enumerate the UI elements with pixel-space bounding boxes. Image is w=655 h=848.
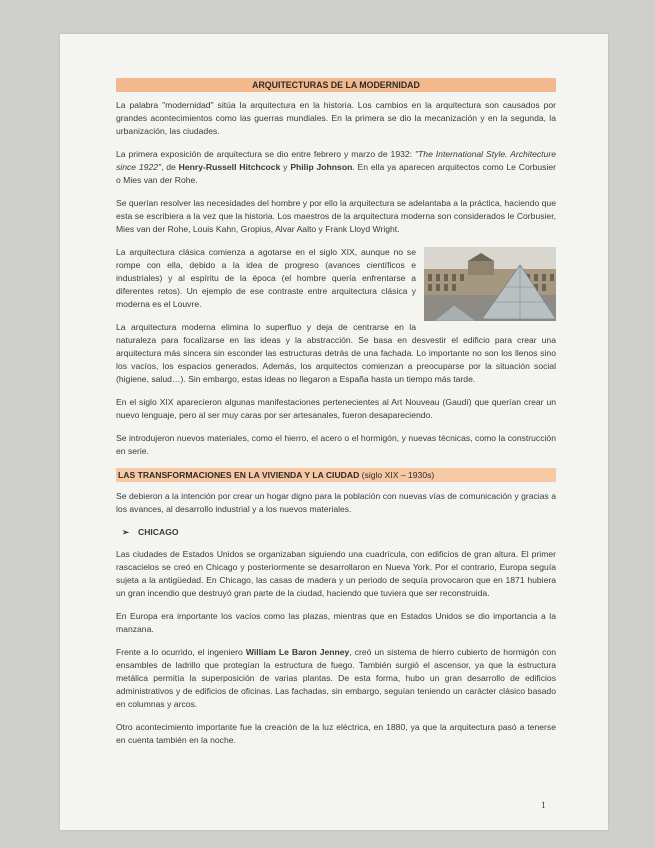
paragraph-10: En Europa era importante los vacíos como las plazas, mientras que en Estados Unidos se dio importancia a la manzana. — [116, 611, 556, 634]
paragraph-1: La palabra "modernidad" sitúa la arquitectura en la historia. Los cambios en la arquitectura son causados por grandes acontecimientos como las guerras mundiales. En la primera se dio la mecanización y en la segunda, la urbanización, las ciudades. — [116, 100, 556, 136]
louvre-photo — [424, 247, 556, 321]
section-heading — [116, 468, 556, 482]
paragraph-11 — [116, 646, 556, 711]
arrow-bullet-icon: ➢ — [122, 527, 130, 537]
paragraph-2-text-c: y — [280, 162, 291, 172]
engineer-name: William Le Baron Jenney — [245, 647, 350, 657]
paragraph-2-text-d: . En ella ya aparecen arquitectos como Le Corbusier o Mies van der Rohe. — [116, 162, 556, 185]
page-number: 1 — [541, 800, 546, 810]
paragraph-2-text-b: , de — [161, 162, 179, 172]
paragraph-12: Otro acontecimiento importante fue la creación de la luz eléctrica, en 1880, ya que la arquitectura pasó a tenerse en cuenta también en la noche. — [116, 722, 556, 745]
document-content — [116, 78, 556, 757]
section-heading-title: LAS TRANSFORMACIONES EN LA VIVIENDA Y LA CIUDAD — [118, 470, 360, 480]
document-page — [60, 34, 608, 830]
page-title: ARQUITECTURAS DE LA MODERNIDAD — [116, 78, 556, 92]
paragraph-6: En el siglo XIX aparecieron algunas manifestaciones pertenecientes al Art Nouveau (Gaudí) que querían crear un nuevo lenguaje, pero al ser muy caras por ser artesanales, fueron desapareciendo. — [116, 397, 556, 420]
subheading-label: CHICAGO — [138, 527, 179, 537]
paragraph-11-text-b: , creó un sistema de hierro cubierto de hormigón con ensambles de ladrillo que protegían la estructura de fuego. También surgió el ascensor, ya que la estructura metálica permitía la superposición de varias plantas. De esta forma, hubo un gran desarrollo de edificios administrativos y de edificios de oficinas. Las fachadas, sin embargo, seguían teniendo un carácter clásico basado en columnas y arcos. — [116, 647, 556, 709]
subheading-chicago — [122, 526, 556, 539]
architect-name-hitchcock: Henry-Russell Hitchcock — [178, 162, 281, 172]
exhibition-title: "The International Style. Architecture since 1922" — [116, 149, 556, 172]
paragraph-9: Las ciudades de Estados Unidos se organizaban siguiendo una cuadrícula, con edificios de gran altura. El primer rascacielos se creó en Chicago y posteriormente se desarrollaron en Nueva York. Por el contrario, Europa seguía sujeta a la antigüedad. En Chicago, las casas de madera y un periodo de sequía provocaron que en 1871 hubiera un gran incendio que destruyó gran parte de la ciudad, haciendo que tuviera que ser reconstruida. — [116, 549, 556, 598]
paragraph-3: Se querían resolver las necesidades del hombre y por ello la arquitectura se adelantaba a la práctica, haciendo que esta se escribiera a la vez que la historia. Los maestros de la arquitectura moderna son considerados le Corbusier, Mies van der Rohe, Louis Kahn, Gropius, Alvar Aalto y Frank Lloyd Wright. — [116, 198, 556, 234]
section-heading-range: (siglo XIX – 1930s) — [359, 470, 435, 480]
paragraph-2 — [116, 148, 556, 187]
paragraph-5: La arquitectura moderna elimina lo superfluo y deja de centrarse en la naturaleza para focalizarse en las ideas y la abstracción. Se basa en desvestir el edificio para crear una arquitectura más sincera sin esconder las estructuras detrás de una fachada. Lo importante no son los llenos sino los vacíos, los espacios generados. Además, los arquitectos comienzan a preocuparse por la situación social (higiene, salud…). Sin embargo, estas ideas no llegaron a España hasta un tiempo más tarde. — [116, 322, 556, 384]
paragraph-4: La arquitectura clásica comienza a agotarse en el siglo XIX, aunque no se rompe con ella, debido a la idea de progreso (avances científicos e industriales) y al espíritu de la época (el hombre quería enfrentarse a diferentes retos). Un ejemplo de ese contraste entre arquitectura clásica y moderna es el Louvre. — [116, 247, 416, 309]
paragraph-11-text-a: Frente a lo ocurrido, el ingeniero — [116, 647, 246, 657]
architect-name-johnson: Philip Johnson — [290, 162, 353, 172]
paragraph-7: Se introdujeron nuevos materiales, como el hierro, el acero o el hormigón, y nuevas técnicas, como la construcción en serie. — [116, 433, 556, 456]
paragraph-2-text-a: La primera exposición de arquitectura se dio entre febrero y marzo de 1932: — [116, 149, 415, 159]
paragraph-8: Se debieron a la intención por crear un hogar digno para la población con nuevas vías de comunicación y gracias a los avances, al desarrollo industrial y a los nuevos materiales. — [116, 491, 556, 514]
